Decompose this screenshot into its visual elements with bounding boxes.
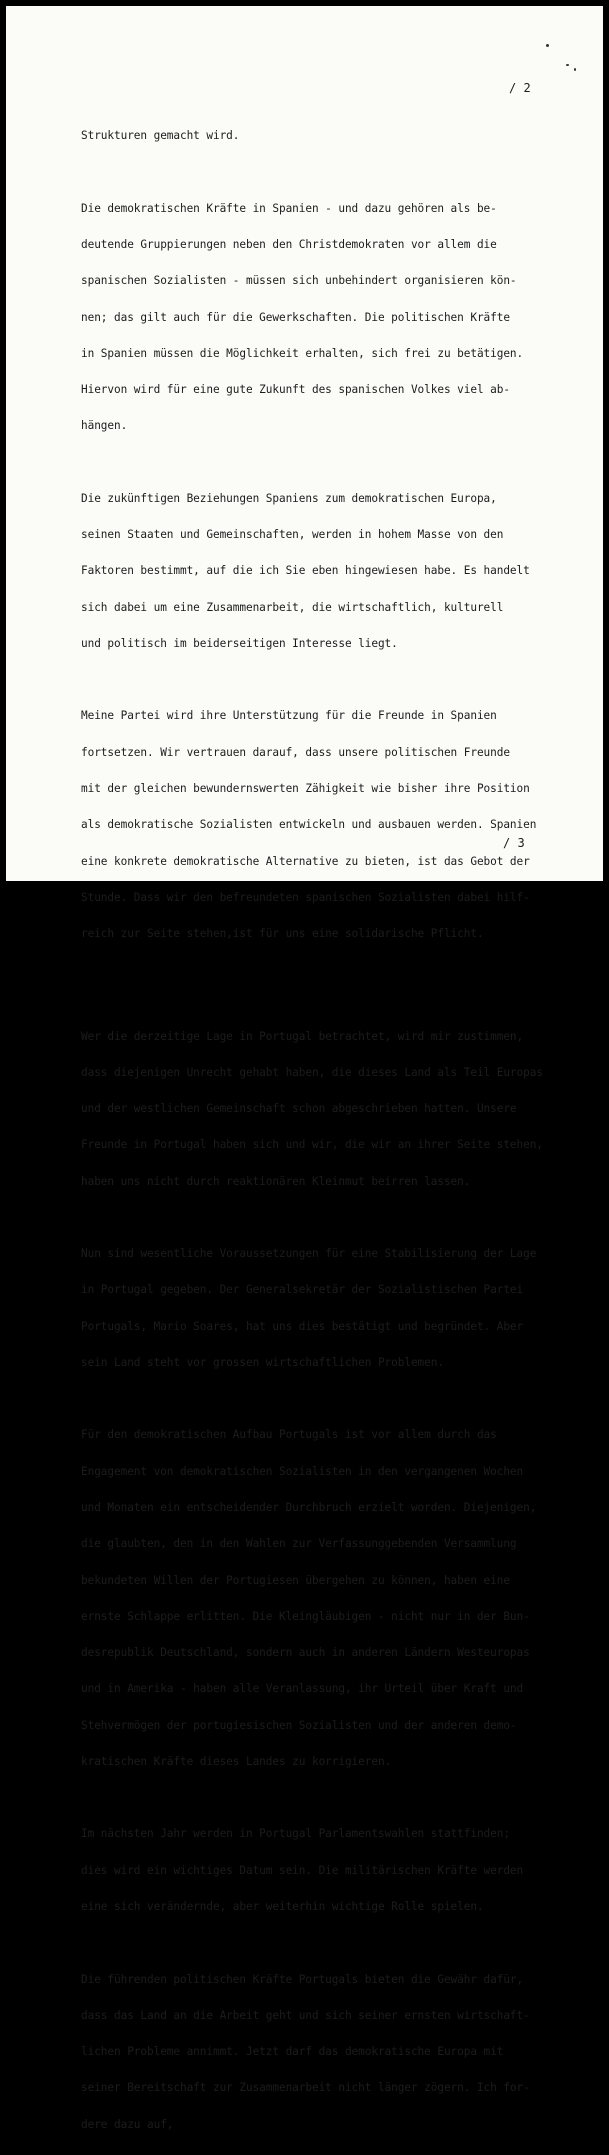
text-line: Engagement von demokratischen Sozialisten in den vergangenen Wochen (81, 1464, 524, 1478)
text-line: eine konkrete demokratische Alternative zu bieten, ist das Gebot der (81, 854, 530, 868)
page-marker-bottom: / 3 (503, 836, 525, 850)
text-line: ernste Schlappe erlitten. Die Kleingläubigen - nicht nur in der Bun- (81, 1609, 530, 1623)
text-line: sich dabei um eine Zusammenarbeit, die wirtschaftlich, kulturell (81, 600, 504, 614)
paragraph (81, 1006, 591, 1212)
paragraph (81, 469, 591, 675)
text-line: und in Amerika - haben alle Veranlassung, ihr Urteil über Kraft und (81, 1682, 524, 1696)
text-line: haben uns nicht durch reaktionären Kleinmut beirren lassen. (81, 1174, 471, 1188)
text-line: spanischen Sozialisten - müssen sich unbehindert organisieren kön- (81, 274, 517, 288)
text-line: Stunde. Dass wir den befreundeten spanischen Sozialisten dabei hilf- (81, 890, 530, 904)
text-line: seiner Bereitschaft zur Zusammenarbeit nicht länger zögern. Ich for- (81, 2081, 530, 2095)
text-line: Stehvermögen der portugiesischen Sozialisten und der anderen demo- (81, 1718, 517, 1732)
text-line: eine sich verändernde, aber weiterhin wichtige Rolle spielen. (81, 1900, 484, 1914)
text-line: Die führenden politischen Kräfte Portugals bieten die Gewähr dafür, (81, 1972, 524, 1986)
body-text (81, 106, 591, 2155)
paragraph (81, 1224, 591, 1393)
text-line: und der westlichen Gemeinschaft schon abgeschrieben hatten. Unsere (81, 1102, 517, 1116)
text-line: nen; das gilt auch für die Gewerkschaften. Die politischen Kräfte (81, 310, 510, 324)
text-line: die glaubten, den in den Wahlen zur Verfassunggebenden Versammlung (81, 1537, 517, 1551)
text-line: dass das Land an die Arbeit geht und sich seiner ernsten wirtschaft- (81, 2008, 530, 2022)
scan-speck (566, 64, 569, 66)
text-line: desrepublik Deutschland, sondern auch in anderen Ländern Westeuropas (81, 1646, 530, 1660)
paragraph (81, 106, 591, 166)
paragraph (81, 1405, 591, 1792)
text-line: Strukturen gemacht wird. (81, 129, 240, 143)
text-line: Die demokratischen Kräfte in Spanien - und dazu gehören als be- (81, 201, 497, 215)
text-line: Meine Partei wird ihre Unterstützung für die Freunde in Spanien (81, 709, 497, 723)
text-line: lichen Probleme annimmt. Jetzt darf das demokratische Europa mit (81, 2045, 504, 2059)
text-line: Für den demokratischen Aufbau Portugals ist vor allem durch das (81, 1428, 497, 1442)
text-line: und Monaten ein entscheidender Durchbruch erzielt worden. Diejenigen, (81, 1501, 537, 1515)
text-line: reich zur Seite stehen,ist für uns eine solidarische Pflicht. (81, 927, 484, 941)
text-line: hängen. (81, 419, 128, 433)
scan-speck (546, 44, 549, 47)
text-line: Hiervon wird für eine gute Zukunft des spanischen Volkes viel ab- (81, 383, 510, 397)
text-line: deutende Gruppierungen neben den Christdemokraten vor allem die (81, 237, 497, 251)
paragraph (81, 178, 591, 456)
scan-speck (574, 68, 576, 71)
text-line: als demokratische Sozialisten entwickeln und ausbauen werden. Spanien (81, 818, 537, 832)
text-line: fortsetzen. Wir vertrauen darauf, dass unsere politischen Freunde (81, 745, 510, 759)
document-page (6, 6, 603, 2131)
text-line: seinen Staaten und Gemeinschaften, werden in hohem Masse von den (81, 528, 504, 542)
text-line: dere dazu auf, (81, 2117, 174, 2131)
text-line: Freunde in Portugal haben sich und wir, die wir an ihrer Seite stehen, (81, 1138, 543, 1152)
text-line: Die zukünftigen Beziehungen Spaniens zum demokratischen Europa, (81, 491, 497, 505)
text-line: Im nächsten Jahr werden in Portugal Parlamentswahlen stattfinden; (81, 1827, 510, 1841)
text-line: Faktoren bestimmt, auf die ich Sie eben hingewiesen habe. Es handelt (81, 564, 530, 578)
paragraph (81, 1949, 591, 2155)
text-line: Nun sind wesentliche Voraussetzungen für eine Stabilisierung der Lage (81, 1247, 537, 1261)
text-line: mit der gleichen bewundernswerten Zähigkeit wie bisher ihre Position (81, 781, 530, 795)
text-line: und politisch im beiderseitigen Interesse liegt. (81, 636, 398, 650)
paragraph (81, 686, 591, 964)
text-line: bekundeten Willen der Portugiesen übergehen zu können, haben eine (81, 1573, 510, 1587)
text-line: in Portugal gegeben. Der Generalsekretär der Sozialistischen Partei (81, 1283, 524, 1297)
text-line: kratischen Kräfte dieses Landes zu korrigieren. (81, 1755, 392, 1768)
page-marker-top: / 2 (509, 81, 531, 95)
text-line: dass diejenigen Unrecht gehabt haben, die dieses Land als Teil Europas (81, 1065, 543, 1079)
text-line: sein Land steht vor grossen wirtschaftlichen Problemen. (81, 1356, 444, 1369)
text-line: Portugals, Mario Soares, hat uns dies bestätigt und begründet. Aber (81, 1319, 524, 1333)
text-line: dies wird ein wichtiges Datum sein. Die militärischen Kräfte werden (81, 1863, 524, 1877)
paragraph (81, 1804, 591, 1937)
text-line: in Spanien müssen die Möglichkeit erhalten, sich frei zu betätigen. (81, 346, 524, 360)
text-line: Wer die derzeitige Lage in Portugal betrachtet, wird mir zustimmen, (81, 1029, 524, 1043)
